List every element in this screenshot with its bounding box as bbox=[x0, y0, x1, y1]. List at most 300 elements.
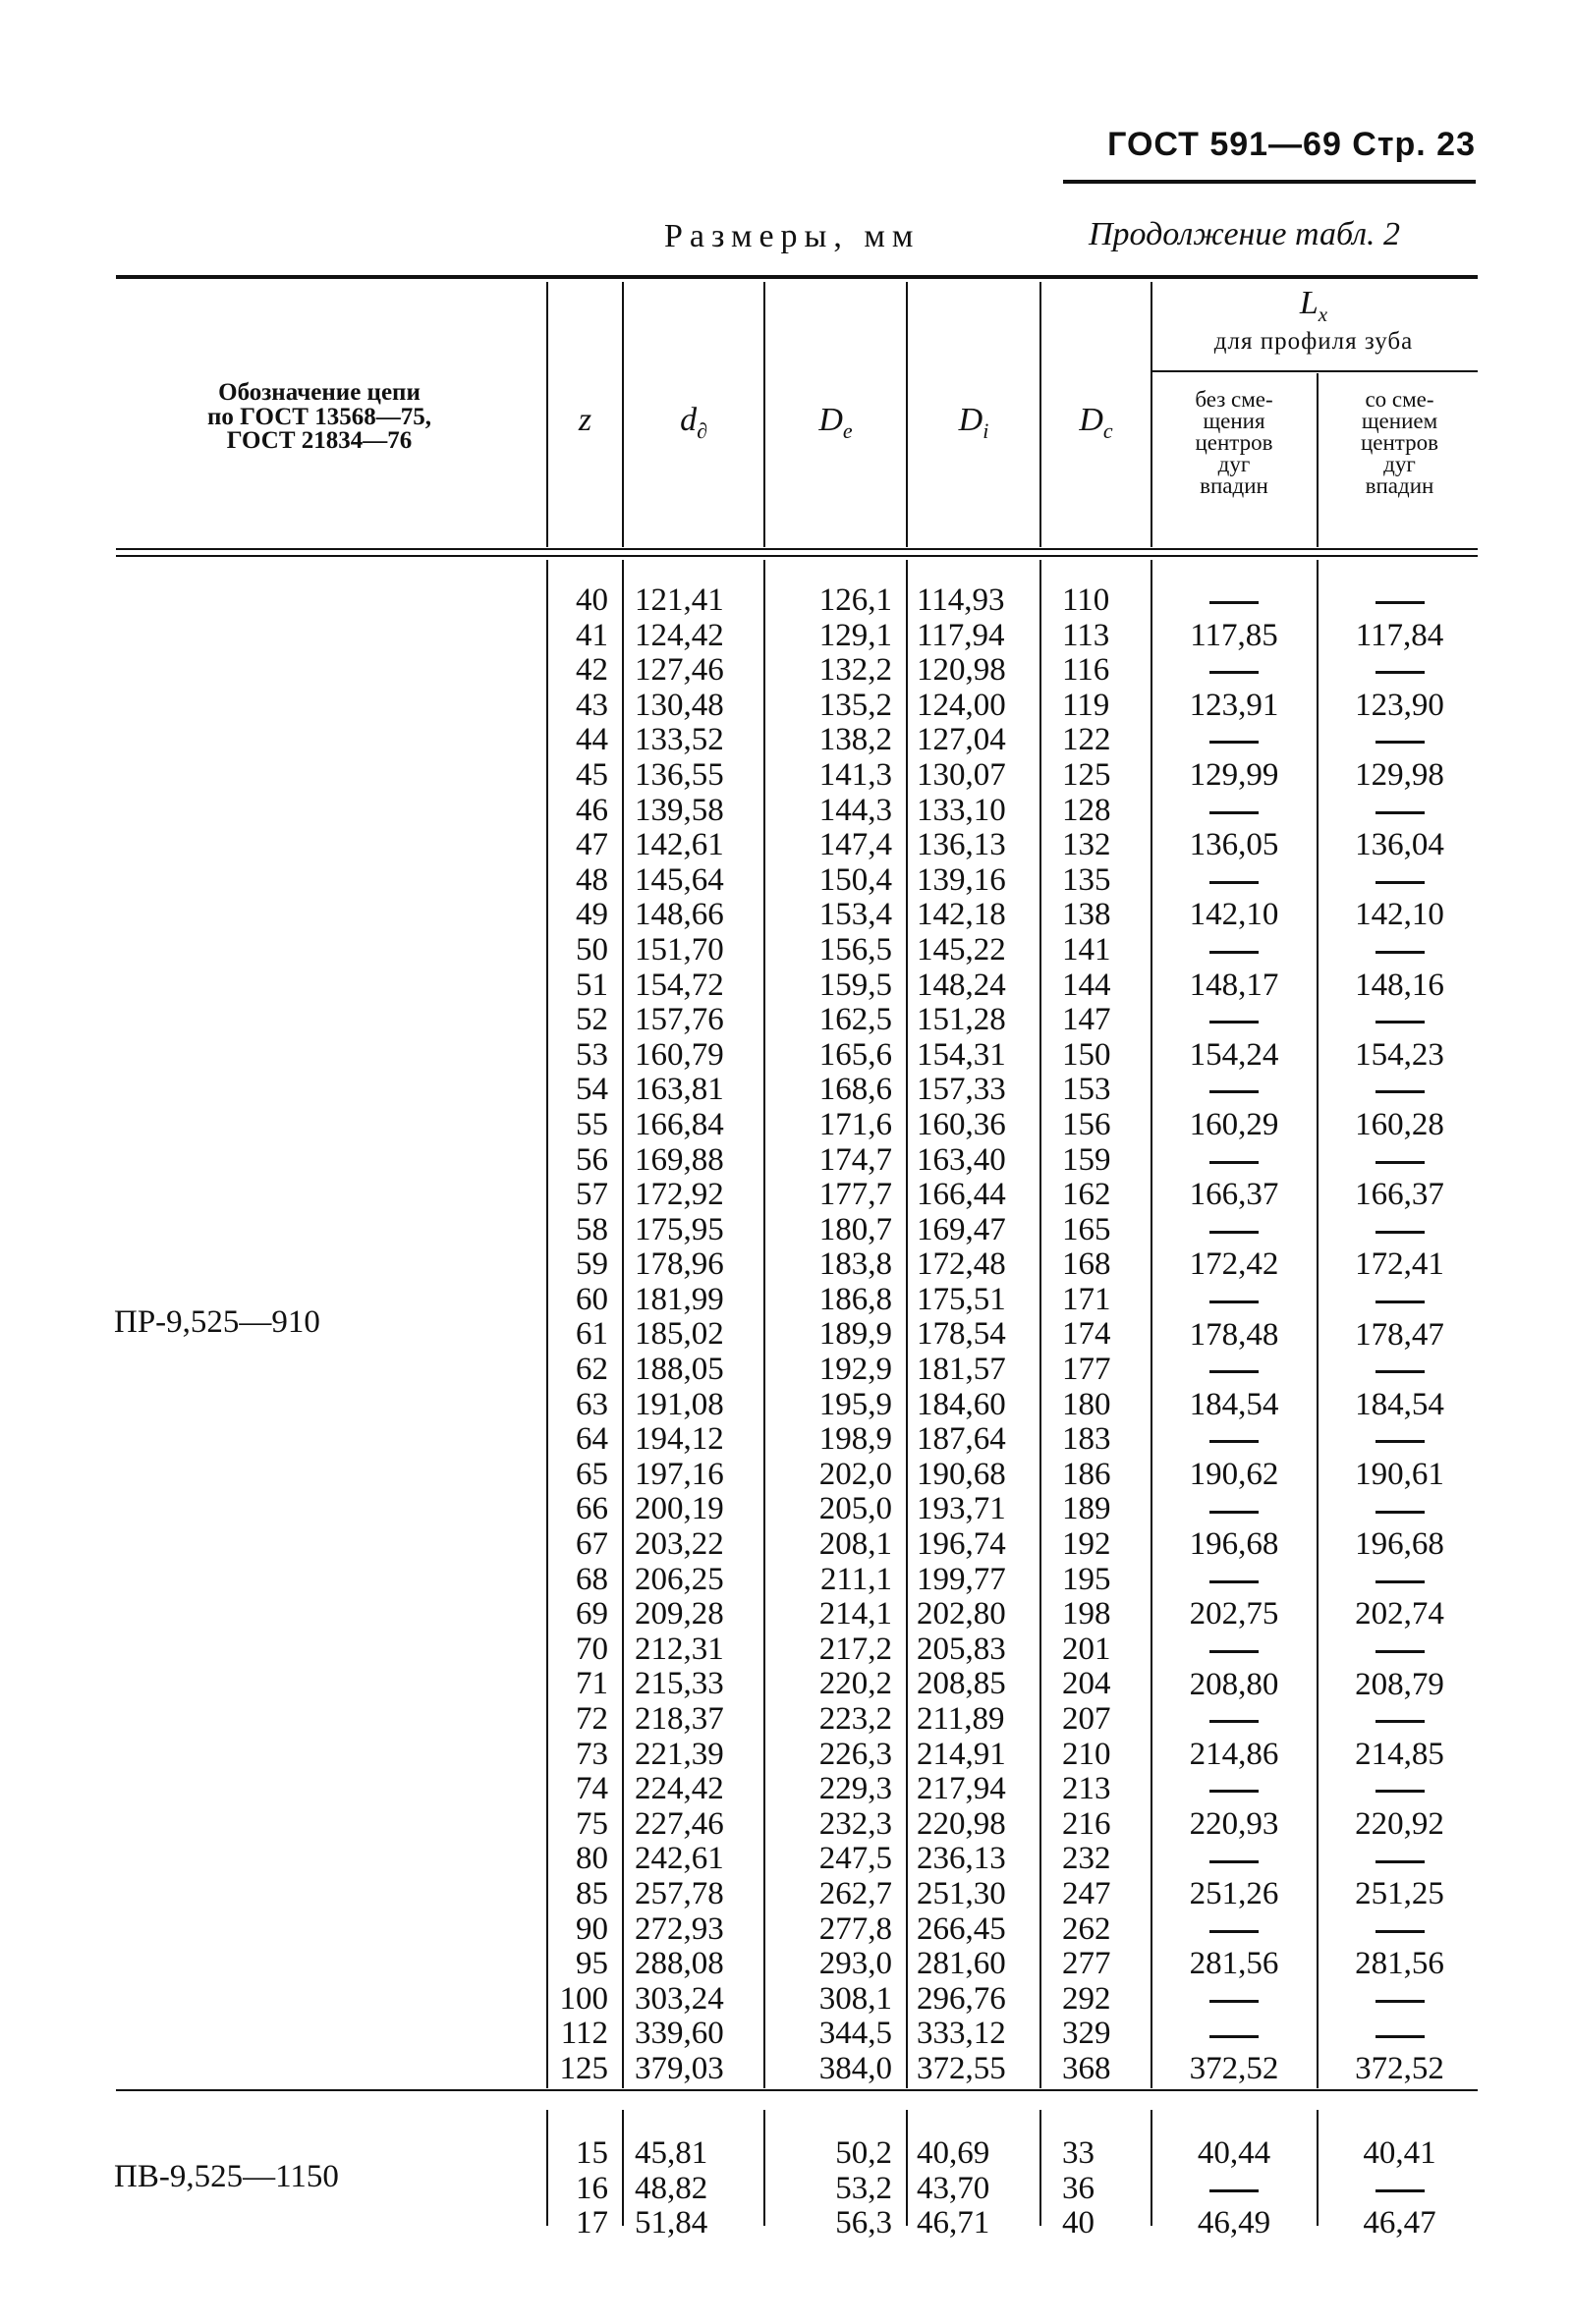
cell-lx-no-offset bbox=[1151, 1143, 1317, 1178]
cell-lx-no-offset: 214,86 bbox=[1189, 1736, 1279, 1772]
dash-mark bbox=[1376, 1860, 1425, 1863]
lx-header bbox=[1151, 287, 1476, 354]
cell-de: 211,1 bbox=[819, 1561, 892, 1597]
cell-lx-offset bbox=[1319, 933, 1481, 968]
z-column bbox=[549, 583, 608, 2087]
cell-dd: 224,42 bbox=[635, 1771, 724, 1807]
cell-lx-offset: 117,84 bbox=[1355, 617, 1444, 653]
lx-header-rule bbox=[1151, 370, 1478, 372]
cell-dc: 216 bbox=[1062, 1805, 1111, 1842]
cell-dc: 174 bbox=[1062, 1316, 1111, 1353]
cell-lx-no-offset bbox=[1151, 1912, 1317, 1947]
cell-lx-no-offset bbox=[1151, 723, 1317, 757]
dash-mark bbox=[1209, 1511, 1259, 1514]
dash-mark bbox=[1209, 741, 1259, 744]
cell-z: 40 bbox=[576, 582, 608, 618]
cell-dc: 171 bbox=[1062, 1281, 1111, 1317]
dash-mark bbox=[1209, 881, 1259, 884]
cell-dc: 132 bbox=[1062, 827, 1111, 863]
cell-dc: 186 bbox=[1062, 1456, 1111, 1492]
cell-lx-offset bbox=[1319, 863, 1481, 898]
cell-di: 172,48 bbox=[917, 1246, 1006, 1283]
cell-z: 71 bbox=[576, 1666, 608, 1702]
cell-lx-no-offset bbox=[1151, 1213, 1317, 1247]
cell-dc: 192 bbox=[1062, 1526, 1111, 1563]
cell-de: 56,3 bbox=[835, 2205, 892, 2241]
header-bottom-rule bbox=[116, 548, 1478, 550]
cell-di: 236,13 bbox=[917, 1841, 1006, 1877]
dd-header-symbol: d bbox=[680, 402, 698, 438]
cell-de: 171,6 bbox=[818, 1106, 892, 1142]
cell-dd: 288,08 bbox=[635, 1946, 724, 1982]
cell-lx-offset: 40,41 bbox=[1363, 2135, 1436, 2171]
cell-dd: 163,81 bbox=[635, 1072, 724, 1108]
dash-mark bbox=[1209, 1021, 1259, 1024]
cell-dc: 135 bbox=[1062, 861, 1111, 898]
cell-dc: 125 bbox=[1062, 756, 1111, 793]
di-header bbox=[908, 404, 1039, 442]
dash-mark bbox=[1376, 741, 1425, 744]
cell-di: 142,18 bbox=[917, 897, 1006, 933]
cell-z: 55 bbox=[576, 1106, 608, 1142]
cell-dc: 180 bbox=[1062, 1386, 1111, 1422]
cell-dd: 51,84 bbox=[635, 2205, 708, 2241]
cell-lx-offset bbox=[1319, 1003, 1481, 1037]
cell-dd: 175,95 bbox=[635, 1211, 724, 1247]
cell-de: 177,7 bbox=[818, 1177, 892, 1213]
cell-dc: 213 bbox=[1062, 1771, 1111, 1807]
cell-di: 139,16 bbox=[917, 861, 1006, 898]
cell-dd: 124,42 bbox=[635, 617, 724, 653]
dash-mark bbox=[1209, 601, 1259, 604]
dash-mark bbox=[1209, 1860, 1259, 1863]
cell-di: 120,98 bbox=[917, 652, 1006, 689]
cell-lx-offset: 196,68 bbox=[1355, 1526, 1444, 1563]
cell-z: 68 bbox=[576, 1561, 608, 1597]
cell-z: 60 bbox=[576, 1281, 608, 1317]
dash-mark bbox=[1209, 1440, 1259, 1443]
lx-offset-line: центров bbox=[1360, 430, 1439, 456]
di-header-symbol: D bbox=[958, 402, 983, 438]
cell-dd: 200,19 bbox=[635, 1491, 724, 1527]
cell-dd: 133,52 bbox=[635, 722, 724, 758]
lx-header-caption: для профиля зуба bbox=[1213, 327, 1414, 355]
cell-lx-offset: 154,23 bbox=[1355, 1036, 1444, 1073]
cell-lx-no-offset bbox=[1151, 1003, 1317, 1037]
cell-di: 266,45 bbox=[917, 1910, 1006, 1947]
cell-dc: 198 bbox=[1062, 1596, 1111, 1632]
cell-z: 54 bbox=[576, 1072, 608, 1108]
cell-di: 166,44 bbox=[917, 1177, 1006, 1213]
designation-header-line: ГОСТ 21834—76 bbox=[226, 427, 413, 454]
cell-de: 217,2 bbox=[818, 1631, 892, 1667]
cell-dc: 159 bbox=[1062, 1141, 1111, 1178]
cell-z: 17 bbox=[576, 2205, 608, 2241]
cell-lx-offset bbox=[1319, 1422, 1481, 1457]
header-bottom-rule-2 bbox=[116, 555, 1478, 557]
dash-mark bbox=[1376, 2000, 1425, 2003]
cell-de: 186,8 bbox=[818, 1281, 892, 1317]
cell-lx-offset: 172,41 bbox=[1355, 1246, 1444, 1283]
cell-dc: 329 bbox=[1062, 2016, 1111, 2052]
cell-lx-no-offset: 202,75 bbox=[1189, 1596, 1279, 1632]
cell-di: 151,28 bbox=[917, 1002, 1006, 1038]
cell-lx-offset bbox=[1319, 794, 1481, 828]
dash-mark bbox=[1376, 601, 1425, 604]
cell-dd: 166,84 bbox=[635, 1106, 724, 1142]
cell-dd: 206,25 bbox=[635, 1561, 724, 1597]
cell-di: 154,31 bbox=[917, 1036, 1006, 1073]
cell-lx-offset: 220,92 bbox=[1355, 1806, 1444, 1842]
cell-dd: 242,61 bbox=[635, 1841, 724, 1877]
cell-lx-no-offset: 117,85 bbox=[1190, 617, 1278, 653]
cell-di: 114,93 bbox=[917, 582, 1005, 618]
cell-di: 175,51 bbox=[917, 1281, 1006, 1317]
cell-lx-no-offset bbox=[1151, 1563, 1317, 1597]
cell-lx-offset bbox=[1319, 1772, 1481, 1806]
cell-dc: 168 bbox=[1062, 1246, 1111, 1283]
dash-mark bbox=[1376, 1021, 1425, 1024]
dash-mark bbox=[1376, 2035, 1425, 2038]
dc-column bbox=[1062, 583, 1160, 2087]
designation-header bbox=[147, 381, 491, 454]
header-rule bbox=[1063, 180, 1476, 184]
cell-lx-offset bbox=[1319, 583, 1481, 618]
cell-lx-offset bbox=[1319, 1073, 1481, 1107]
cell-lx-no-offset bbox=[1151, 1632, 1317, 1667]
cell-di: 199,77 bbox=[917, 1561, 1006, 1597]
cell-lx-offset: 148,16 bbox=[1355, 967, 1444, 1003]
cell-dc: 138 bbox=[1062, 897, 1111, 933]
cell-z: 112 bbox=[560, 2016, 608, 2052]
cell-de: 262,7 bbox=[818, 1875, 892, 1911]
dc-column bbox=[1062, 2136, 1160, 2241]
designation-header-line: Обозначение цепи bbox=[218, 379, 421, 406]
cell-z: 74 bbox=[576, 1771, 608, 1807]
cell-lx-no-offset bbox=[1151, 933, 1317, 968]
cell-de: 153,4 bbox=[818, 897, 892, 933]
cell-lx-offset: 178,47 bbox=[1355, 1316, 1444, 1353]
cell-de: 195,9 bbox=[818, 1386, 892, 1422]
lx-header-symbol bbox=[1151, 287, 1476, 325]
de-header-symbol: D bbox=[818, 402, 843, 438]
cell-lx-offset: 184,54 bbox=[1355, 1386, 1444, 1422]
cell-lx-no-offset: 129,99 bbox=[1189, 757, 1279, 793]
cell-z: 64 bbox=[576, 1421, 608, 1458]
cell-lx-offset: 202,74 bbox=[1355, 1596, 1444, 1632]
cell-di: 145,22 bbox=[917, 931, 1006, 968]
standard-number: ГОСТ 591—69 Стр. 23 bbox=[1107, 126, 1476, 163]
cell-z: 80 bbox=[576, 1841, 608, 1877]
cell-z: 15 bbox=[576, 2135, 608, 2171]
cell-de: 384,0 bbox=[818, 2050, 892, 2086]
cell-z: 58 bbox=[576, 1211, 608, 1247]
cell-lx-offset: 251,25 bbox=[1355, 1876, 1444, 1912]
lx-no-offset-line: щения bbox=[1203, 409, 1265, 434]
cell-de: 229,3 bbox=[818, 1771, 892, 1807]
cell-lx-no-offset bbox=[1151, 1073, 1317, 1107]
lx-offset-line: дуг bbox=[1383, 452, 1416, 477]
dash-mark bbox=[1376, 1930, 1425, 1933]
cell-dd: 227,46 bbox=[635, 1805, 724, 1842]
cell-dc: 210 bbox=[1062, 1736, 1111, 1772]
dash-mark bbox=[1209, 1161, 1259, 1164]
cell-lx-no-offset bbox=[1151, 583, 1317, 618]
de-header-subscript: e bbox=[842, 417, 853, 443]
cell-dd: 203,22 bbox=[635, 1526, 724, 1563]
cell-lx-offset bbox=[1319, 1353, 1481, 1387]
cell-z: 61 bbox=[576, 1316, 608, 1353]
lx-no-offset-line: центров bbox=[1195, 430, 1273, 456]
cell-z: 72 bbox=[576, 1701, 608, 1737]
cell-lx-no-offset bbox=[1151, 1982, 1317, 2017]
dash-mark bbox=[1376, 2189, 1425, 2192]
cell-di: 208,85 bbox=[917, 1666, 1006, 1702]
cell-dd: 172,92 bbox=[635, 1177, 724, 1213]
cell-di: 281,60 bbox=[917, 1946, 1006, 1982]
lx-symbol: L bbox=[1299, 285, 1319, 321]
cell-dd: 48,82 bbox=[635, 2170, 708, 2206]
dash-mark bbox=[1376, 1511, 1425, 1514]
col-line-z-left-g1 bbox=[546, 560, 548, 2088]
cell-lx-no-offset: 372,52 bbox=[1189, 2051, 1279, 2087]
cell-lx-no-offset bbox=[1151, 1702, 1317, 1737]
cell-di: 196,74 bbox=[917, 1526, 1006, 1563]
dc-header-subscript: c bbox=[1102, 417, 1113, 443]
dash-mark bbox=[1376, 811, 1425, 814]
cell-dc: 247 bbox=[1062, 1875, 1111, 1911]
dash-mark bbox=[1376, 1440, 1425, 1443]
units-caption: Размеры, мм bbox=[664, 218, 921, 254]
cell-z: 45 bbox=[576, 756, 608, 793]
dc-header bbox=[1041, 404, 1151, 442]
cell-z: 69 bbox=[576, 1596, 608, 1632]
cell-lx-offset bbox=[1319, 1283, 1481, 1317]
cell-dc: 156 bbox=[1062, 1106, 1111, 1142]
cell-dd: 197,16 bbox=[635, 1456, 724, 1492]
cell-de: 205,0 bbox=[818, 1491, 892, 1527]
cell-z: 95 bbox=[576, 1946, 608, 1982]
cell-dc: 110 bbox=[1062, 582, 1110, 618]
cell-de: 156,5 bbox=[818, 931, 892, 968]
cell-dc: 204 bbox=[1062, 1666, 1111, 1702]
cell-dc: 128 bbox=[1062, 792, 1111, 828]
cell-lx-offset bbox=[1319, 1632, 1481, 1667]
cell-dd: 218,37 bbox=[635, 1701, 724, 1737]
cell-lx-no-offset bbox=[1151, 1493, 1317, 1527]
cell-dd: 151,70 bbox=[635, 931, 724, 968]
cell-lx-no-offset: 172,42 bbox=[1189, 1246, 1279, 1283]
cell-di: 372,55 bbox=[917, 2050, 1006, 2086]
dash-mark bbox=[1376, 1370, 1425, 1373]
cell-dd: 212,31 bbox=[635, 1631, 724, 1667]
dash-mark bbox=[1376, 1580, 1425, 1583]
cell-dc: 113 bbox=[1062, 617, 1110, 653]
cell-lx-no-offset: 251,26 bbox=[1189, 1876, 1279, 1912]
cell-de: 293,0 bbox=[818, 1946, 892, 1982]
cell-dd: 121,41 bbox=[635, 582, 724, 618]
cell-de: 198,9 bbox=[818, 1421, 892, 1458]
cell-z: 46 bbox=[576, 792, 608, 828]
cell-z: 53 bbox=[576, 1036, 608, 1073]
lx-offset-header bbox=[1319, 389, 1481, 497]
cell-lx-offset: 208,79 bbox=[1355, 1666, 1444, 1702]
cell-lx-offset: 136,04 bbox=[1355, 827, 1444, 863]
cell-de: 214,1 bbox=[818, 1596, 892, 1632]
lx-no-offset-header bbox=[1151, 389, 1317, 497]
cell-di: 184,60 bbox=[917, 1386, 1006, 1422]
cell-lx-no-offset: 178,48 bbox=[1189, 1316, 1279, 1353]
cell-lx-no-offset: 220,93 bbox=[1189, 1806, 1279, 1842]
de-column bbox=[764, 2136, 892, 2241]
cell-di: 157,33 bbox=[917, 1072, 1006, 1108]
cell-de: 165,6 bbox=[818, 1036, 892, 1073]
cell-lx-offset bbox=[1319, 723, 1481, 757]
dash-mark bbox=[1209, 1790, 1259, 1793]
cell-dc: 292 bbox=[1062, 1980, 1111, 2017]
dash-mark bbox=[1209, 1231, 1259, 1234]
dash-mark bbox=[1376, 1231, 1425, 1234]
cell-dd: 209,28 bbox=[635, 1596, 724, 1632]
cell-dd: 339,60 bbox=[635, 2016, 724, 2052]
cell-de: 132,2 bbox=[818, 652, 892, 689]
cell-z: 65 bbox=[576, 1456, 608, 1492]
cell-dc: 183 bbox=[1062, 1421, 1111, 1458]
dash-mark bbox=[1376, 881, 1425, 884]
cell-di: 333,12 bbox=[917, 2016, 1006, 2052]
cell-di: 136,13 bbox=[917, 827, 1006, 863]
cell-de: 183,8 bbox=[818, 1246, 892, 1283]
cell-lx-no-offset bbox=[1151, 1843, 1317, 1877]
cell-di: 202,80 bbox=[917, 1596, 1006, 1632]
cell-di: 193,71 bbox=[917, 1491, 1006, 1527]
cell-z: 125 bbox=[559, 2050, 608, 2086]
cell-lx-no-offset: 154,24 bbox=[1189, 1036, 1279, 1073]
cell-dc: 153 bbox=[1062, 1072, 1111, 1108]
dd-column bbox=[635, 583, 762, 2087]
cell-de: 180,7 bbox=[818, 1211, 892, 1247]
cell-dd: 178,96 bbox=[635, 1246, 724, 1283]
cell-dc: 262 bbox=[1062, 1910, 1111, 1947]
cell-de: 192,9 bbox=[818, 1352, 892, 1388]
cell-dd: 185,02 bbox=[635, 1316, 724, 1353]
dd-header bbox=[624, 404, 763, 442]
cell-de: 147,4 bbox=[818, 827, 892, 863]
cell-lx-offset bbox=[1319, 1143, 1481, 1178]
cell-di: 130,07 bbox=[917, 756, 1006, 793]
dash-mark bbox=[1209, 671, 1259, 674]
col-line-z-left-g2 bbox=[546, 2110, 548, 2226]
cell-dc: 201 bbox=[1062, 1631, 1111, 1667]
cell-de: 208,1 bbox=[818, 1526, 892, 1563]
dash-mark bbox=[1209, 811, 1259, 814]
cell-lx-no-offset bbox=[1151, 653, 1317, 688]
cell-lx-offset bbox=[1319, 1213, 1481, 1247]
dash-mark bbox=[1209, 951, 1259, 954]
cell-di: 117,94 bbox=[917, 617, 1005, 653]
cell-z: 67 bbox=[576, 1526, 608, 1563]
cell-dd: 136,55 bbox=[635, 756, 724, 793]
cell-dd: 303,24 bbox=[635, 1980, 724, 2017]
cell-dd: 148,66 bbox=[635, 897, 724, 933]
cell-de: 50,2 bbox=[835, 2135, 892, 2171]
cell-lx-offset bbox=[1319, 1912, 1481, 1947]
cell-di: 251,30 bbox=[917, 1875, 1006, 1911]
cell-z: 42 bbox=[576, 652, 608, 689]
cell-di: 181,57 bbox=[917, 1352, 1006, 1388]
cell-dc: 195 bbox=[1062, 1561, 1111, 1597]
dc-header-symbol: D bbox=[1079, 402, 1103, 438]
cell-lx-offset bbox=[1319, 1982, 1481, 2017]
cell-lx-no-offset bbox=[1151, 2172, 1317, 2206]
cell-dc: 150 bbox=[1062, 1036, 1111, 1073]
cell-dc: 33 bbox=[1062, 2135, 1095, 2171]
group-separator-rule bbox=[116, 2089, 1478, 2091]
page-header bbox=[1107, 126, 1476, 164]
cell-lx-no-offset bbox=[1151, 1353, 1317, 1387]
cell-z: 66 bbox=[576, 1491, 608, 1527]
cell-dc: 40 bbox=[1062, 2205, 1095, 2241]
dash-mark bbox=[1376, 671, 1425, 674]
cell-de: 223,2 bbox=[818, 1701, 892, 1737]
cell-de: 135,2 bbox=[818, 687, 892, 723]
cell-dd: 127,46 bbox=[635, 652, 724, 689]
dash-mark bbox=[1376, 1161, 1425, 1164]
cell-dc: 189 bbox=[1062, 1491, 1111, 1527]
cell-lx-no-offset bbox=[1151, 2018, 1317, 2052]
cell-lx-offset: 46,47 bbox=[1363, 2205, 1436, 2241]
cell-z: 62 bbox=[576, 1352, 608, 1388]
dd-header-subscript: ∂ bbox=[697, 417, 707, 443]
cell-di: 205,83 bbox=[917, 1631, 1006, 1667]
cell-lx-no-offset: 281,56 bbox=[1189, 1946, 1279, 1982]
cell-de: 129,1 bbox=[818, 617, 892, 653]
dash-mark bbox=[1209, 1930, 1259, 1933]
cell-lx-offset: 123,90 bbox=[1355, 687, 1444, 723]
cell-z: 50 bbox=[576, 931, 608, 968]
dash-mark bbox=[1209, 2000, 1259, 2003]
dash-mark bbox=[1209, 2189, 1259, 2192]
cell-dd: 130,48 bbox=[635, 687, 724, 723]
cell-dc: 119 bbox=[1062, 687, 1110, 723]
cell-z: 100 bbox=[559, 1980, 608, 2017]
cell-di: 160,36 bbox=[917, 1106, 1006, 1142]
cell-dd: 379,03 bbox=[635, 2050, 724, 2086]
cell-dd: 257,78 bbox=[635, 1875, 724, 1911]
cell-lx-no-offset: 40,44 bbox=[1197, 2135, 1271, 2171]
cell-lx-no-offset: 136,05 bbox=[1189, 827, 1279, 863]
dash-mark bbox=[1376, 1720, 1425, 1723]
cell-lx-offset bbox=[1319, 2172, 1481, 2206]
cell-lx-no-offset: 148,17 bbox=[1189, 967, 1279, 1003]
cell-dd: 181,99 bbox=[635, 1281, 724, 1317]
dash-mark bbox=[1209, 1090, 1259, 1093]
cell-dc: 232 bbox=[1062, 1841, 1111, 1877]
cell-di: 43,70 bbox=[917, 2170, 990, 2206]
cell-di: 148,24 bbox=[917, 967, 1006, 1003]
cell-z: 56 bbox=[576, 1141, 608, 1178]
cell-de: 344,5 bbox=[818, 2016, 892, 2052]
cell-dc: 144 bbox=[1062, 967, 1111, 1003]
cell-de: 220,2 bbox=[818, 1666, 892, 1702]
cell-z: 43 bbox=[576, 687, 608, 723]
chain-designation: ПВ-9,525—1150 bbox=[114, 2159, 339, 2194]
lx-offset-line: впадин bbox=[1365, 473, 1434, 499]
cell-dd: 215,33 bbox=[635, 1666, 724, 1702]
lx-symbol-subscript: x bbox=[1318, 302, 1328, 326]
cell-z: 57 bbox=[576, 1177, 608, 1213]
cell-de: 247,5 bbox=[818, 1841, 892, 1877]
